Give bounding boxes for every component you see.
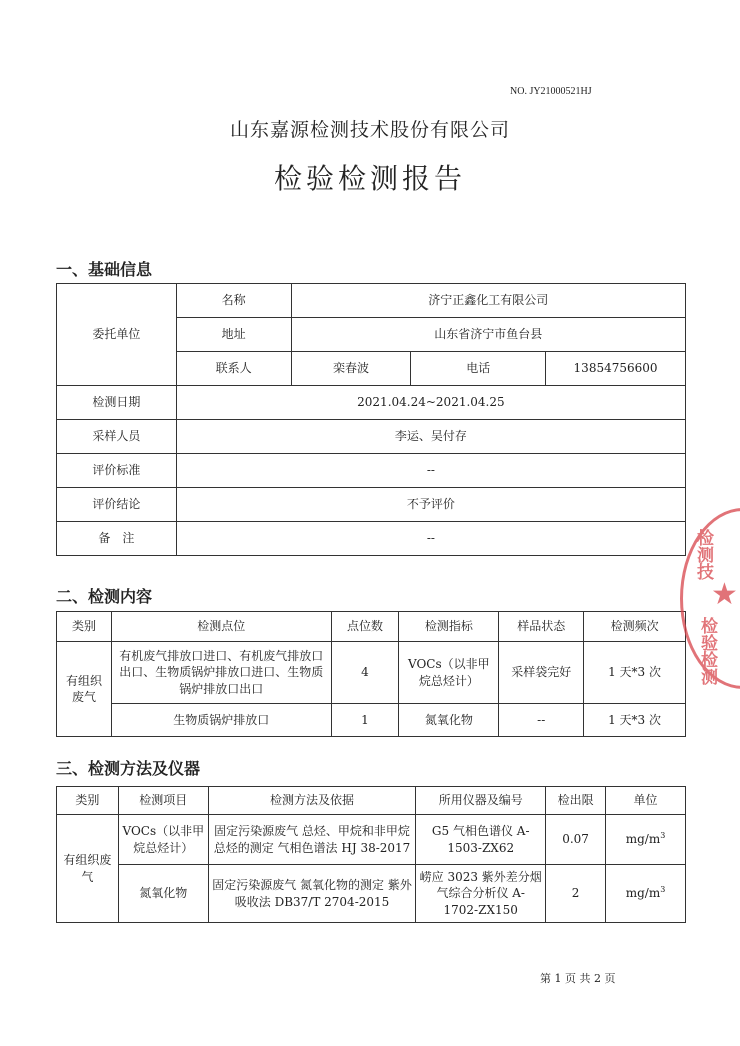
remarks-value: -- (176, 522, 685, 556)
section2-heading: 二、检测内容 (56, 587, 153, 606)
sampler-value: 李运、吴付存 (176, 420, 685, 454)
standard-label: 评价标准 (57, 454, 177, 488)
header-category: 类别 (57, 787, 119, 815)
name-label: 名称 (176, 284, 291, 318)
section1-heading: 一、基础信息 (56, 260, 153, 279)
section3-heading: 三、检测方法及仪器 (56, 759, 201, 778)
item-cell: VOCs（以非甲烷总烃计） (118, 815, 208, 865)
state-cell: 采样袋完好 (499, 642, 584, 704)
star-icon: ★ (711, 577, 738, 612)
indicator-cell: 氮氧化物 (399, 704, 499, 737)
conclusion-label: 评价结论 (57, 488, 177, 522)
header-point: 检测点位 (111, 612, 331, 642)
name-value: 济宁正鑫化工有限公司 (291, 284, 685, 318)
sampler-label: 采样人员 (57, 420, 177, 454)
header-frequency: 检测频次 (584, 612, 686, 642)
page-number: 第 1 页 共 2 页 (540, 972, 616, 985)
basic-info-table (56, 283, 686, 556)
conclusion-value: 不予评价 (176, 488, 685, 522)
method-table (56, 786, 686, 923)
seal-text-bottom: 检验检测 (697, 617, 717, 685)
unit-text: mg/m (625, 832, 661, 847)
test-content-table (56, 611, 686, 737)
indicator-cell: VOCs（以非甲烷总烃计） (399, 642, 499, 704)
seal-text-top: 检测技 (693, 529, 713, 580)
phone-value: 13854756600 (546, 352, 686, 386)
header-item: 检测项目 (118, 787, 208, 815)
date-label: 检测日期 (57, 386, 177, 420)
unit-cell (606, 815, 686, 865)
point-cell: 生物质锅炉排放口 (111, 704, 331, 737)
category-cell: 有组织废气 (57, 815, 119, 923)
count-cell: 1 (331, 704, 399, 737)
standard-value: -- (176, 454, 685, 488)
frequency-cell: 1 天*3 次 (584, 704, 686, 737)
remarks-label: 备 注 (57, 522, 177, 556)
address-label: 地址 (176, 318, 291, 352)
phone-label: 电话 (411, 352, 546, 386)
category-cell: 有组织废气 (57, 642, 112, 737)
official-seal (680, 508, 740, 689)
method-cell: 固定污染源废气 氮氧化物的测定 紫外吸收法 DB37/T 2704-2015 (208, 865, 416, 923)
header-indicator: 检测指标 (399, 612, 499, 642)
document-title: 检验检测报告 (273, 162, 466, 195)
method-cell: 固定污染源废气 总烃、甲烷和非甲烷总烃的测定 气相色谱法 HJ 38-2017 (208, 815, 416, 865)
header-unit: 单位 (606, 787, 686, 815)
contact-value: 栾春波 (291, 352, 411, 386)
table-row (57, 865, 686, 923)
header-limit: 检出限 (546, 787, 606, 815)
contact-label: 联系人 (176, 352, 291, 386)
frequency-cell: 1 天*3 次 (584, 642, 686, 704)
report-number: NO. JY21000521HJ (510, 86, 592, 97)
unit-text: mg/m (625, 886, 661, 901)
date-value: 2021.04.24~2021.04.25 (176, 386, 685, 420)
instrument-cell: G5 气相色谱仪 A-1503-ZX62 (416, 815, 546, 865)
header-category: 类别 (57, 612, 112, 642)
client-label: 委托单位 (57, 284, 177, 386)
instrument-cell: 崂应 3023 紫外差分烟气综合分析仪 A-1702-ZX150 (416, 865, 546, 923)
company-name: 山东嘉源检测技术股份有限公司 (229, 119, 510, 141)
unit-superscript: 3 (660, 885, 666, 895)
header-state: 样品状态 (499, 612, 584, 642)
count-cell: 4 (331, 642, 399, 704)
item-cell: 氮氧化物 (118, 865, 208, 923)
unit-cell (606, 865, 686, 923)
table-row (57, 815, 686, 865)
limit-cell: 2 (546, 865, 606, 923)
table-row (57, 704, 686, 737)
limit-cell: 0.07 (546, 815, 606, 865)
header-instrument: 所用仪器及编号 (416, 787, 546, 815)
table-row (57, 642, 686, 704)
unit-superscript: 3 (660, 831, 666, 841)
state-cell: -- (499, 704, 584, 737)
header-count: 点位数 (331, 612, 399, 642)
point-cell: 有机废气排放口进口、有机废气排放口出口、生物质锅炉排放口进口、生物质锅炉排放口出口 (111, 642, 331, 704)
header-method: 检测方法及依据 (208, 787, 416, 815)
address-value: 山东省济宁市鱼台县 (291, 318, 685, 352)
